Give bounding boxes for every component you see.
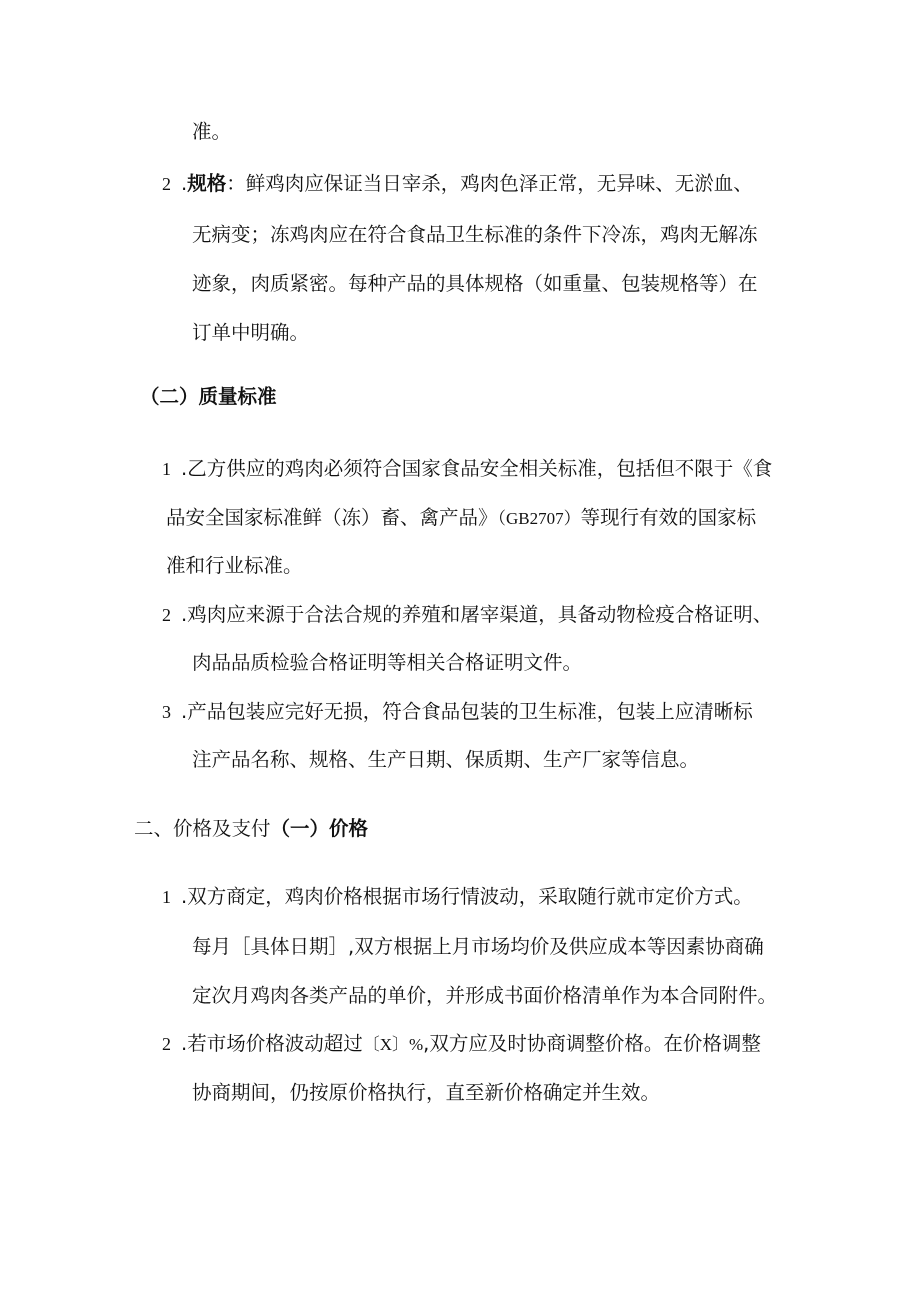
price-item-2-number: 2 [162,1034,171,1054]
price-heading-prefix: 二、价格及支付 [134,817,271,840]
spec-item-dot: . [181,172,188,195]
quality-item-2-text-1: .鸡肉应来源于合法合规的养殖和屠宰渠道，具备动物检疫合格证明、 [181,603,773,626]
quality-item-1-text-2a: 品安全国家标准鲜（冻）畜、禽产品》 [166,506,498,529]
spec-item-text-4: 订单中明确。 [192,321,310,344]
quality-item-1-text-3: 准和行业标准。 [166,554,303,577]
quality-item-2-line-2 [192,649,582,677]
price-heading-sub: （一）价格 [270,817,369,840]
price-item-1-line-2 [192,933,764,961]
price-item-2-text-1a: .若市场价格波动超过 [181,1032,363,1055]
quality-item-3-text-1: .产品包装应完好无损，符合食品包装的卫生标准，包装上应清晰标 [181,700,753,723]
quality-item-1-line-3 [166,552,303,580]
spec-item-number: 2 [162,174,171,194]
price-item-1-number: 1 [162,887,171,907]
quality-item-3-line-2 [192,746,699,774]
quality-item-3-line-1 [162,698,753,726]
quality-item-2-line-1 [162,601,772,629]
spec-item-label: 规格 [187,172,227,195]
quality-item-2-text-2: 肉品品质检验合格证明等相关合格证明文件。 [192,651,583,674]
quality-item-3-text-2: 注产品名称、规格、生产日期、保质期、生产厂家等信息。 [192,748,700,771]
spec-item-line-3 [192,270,758,298]
quality-heading [140,383,277,411]
price-item-1-text-2: 每月［具体日期］,双方根据上月市场均价及供应成本等因素协商确 [192,935,764,958]
continuation-text [192,118,231,146]
continuation-line: 准。 [192,120,232,143]
quality-item-1-text-2b: 等现行有效的国家标 [580,506,757,529]
price-item-2-line-2 [192,1079,660,1107]
spec-item-line-2 [192,221,758,249]
quality-item-1-text-1: .乙方供应的鸡肉必须符合国家食品安全相关标准，包括但不限于《食 [181,457,773,480]
price-item-2-text-2: 协商期间，仍按原价格执行，直至新价格确定并生效。 [192,1081,661,1104]
spec-item-text-1: 鲜鸡肉应保证当日宰杀，鸡肉色泽正常，无异味、无淤血、 [245,172,753,195]
price-item-2-line-1 [162,1030,761,1059]
quality-item-1-standard-code: （GB2707） [497,509,581,528]
price-item-1-text-1: .双方商定，鸡肉价格根据市场行情波动，采取随行就市定价方式。 [181,885,753,908]
spec-item-text-3: 迹象，肉质紧密。每种产品的具体规格（如重量、包装规格等）在 [192,272,758,295]
price-item-1-text-3: 定次月鸡肉各类产品的单价，并形成书面价格清单作为本合同附件。 [192,984,778,1007]
spec-item-line-4 [192,319,309,347]
price-item-1-line-1 [162,883,753,911]
quality-item-1-line-1 [162,455,772,483]
quality-item-3-number: 3 [162,702,171,722]
quality-item-1-number: 1 [162,459,171,479]
price-item-2-text-1b: ,双方应及时协商调整价格。在价格调整 [423,1032,761,1055]
spec-item-line-1 [162,170,753,198]
quality-item-2-number: 2 [162,605,171,625]
spec-item-colon: ： [226,172,246,195]
price-item-1-line-3 [192,982,777,1010]
spec-item-text-2: 无病变；冻鸡肉应在符合食品卫生标准的条件下冷冻，鸡肉无解冻 [192,223,758,246]
price-heading [134,815,368,843]
price-item-2-threshold: 〔X〕% [362,1035,424,1054]
quality-item-1-line-2 [166,504,756,533]
quality-heading-text: （二）质量标准 [140,385,277,408]
